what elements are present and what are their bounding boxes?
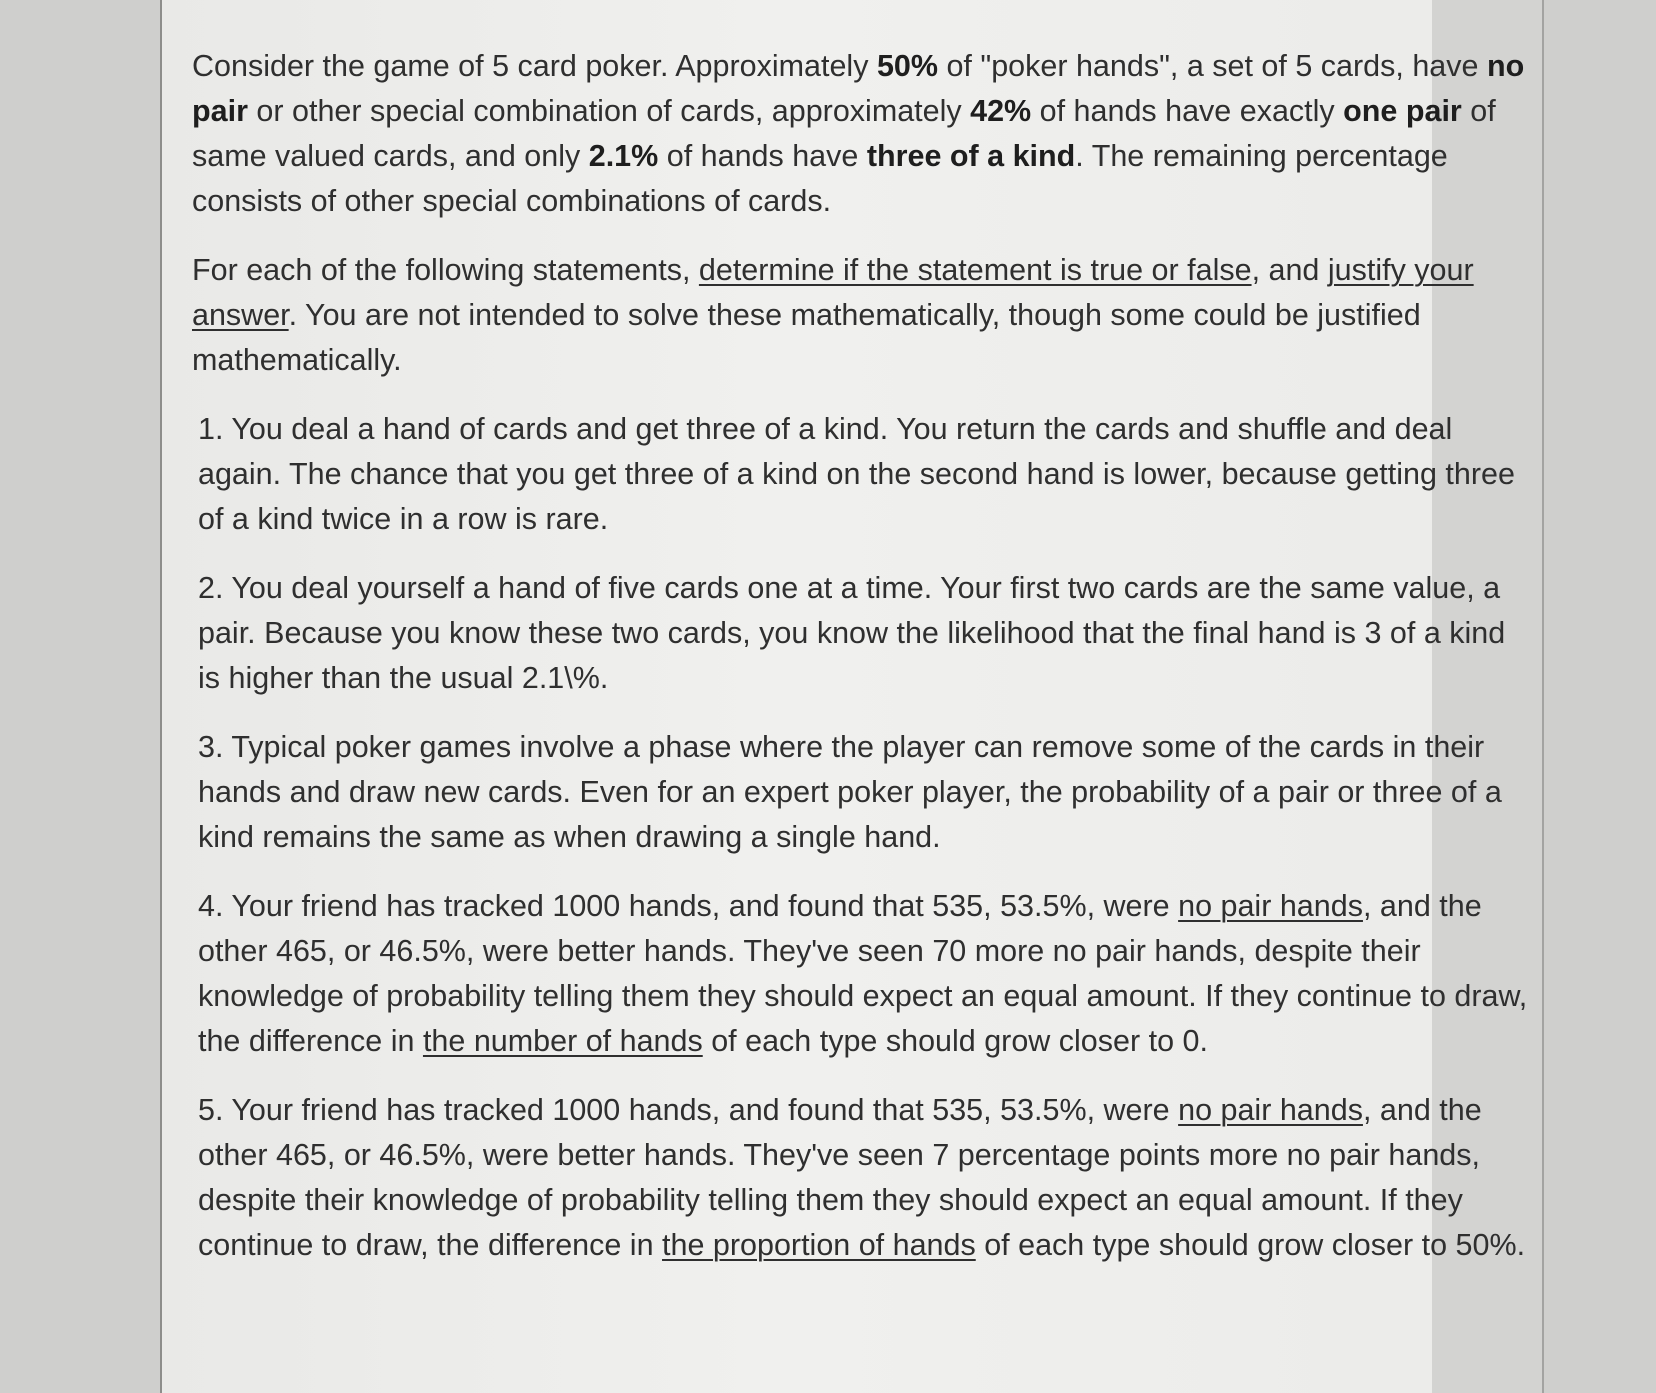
- intro-bold-2-1-percent: 2.1%: [588, 139, 659, 173]
- statement-4-text: , and the other 465, or 46.5%, were better hands. They've seen 70 more no pair hands, despite their knowledge of probability telling them they should expect an equal amount. If they continue to draw, the difference in: [198, 889, 1528, 1058]
- instructions-underline-determine: determine if the statement is true or false: [698, 253, 1252, 287]
- statement-5-text: of each type should grow closer to 50%.: [975, 1228, 1526, 1262]
- statement-4-underline-number-of-hands: the number of hands: [422, 1024, 703, 1058]
- statement-2: 2. You deal yourself a hand of five cards one at a time. Your first two cards are the same value, a pair. Because you know these two cards, you know the likelihood that the final hand is 3 of a kind is higher than the usual 2.1\%.: [198, 571, 1506, 695]
- statement-5-text: 5. Your friend has tracked 1000 hands, and found that 535, 53.5%, were: [198, 1093, 1179, 1127]
- intro-text: or other special combination of cards, approximately: [247, 94, 971, 128]
- statement-5-underline-proportion-of-hands: the proportion of hands: [662, 1228, 976, 1262]
- intro-paragraph: [192, 44, 1532, 224]
- statement-4: [192, 884, 1532, 1064]
- statement-1: 1. You deal a hand of cards and get three of a kind. You return the cards and shuffle and deal again. The chance that you get three of a kind on the second hand is lower, because getting three of a kind twice in a row is rare.: [198, 412, 1515, 536]
- instructions-text: , and: [1251, 253, 1328, 287]
- instructions-underline-justify: justify your answer: [192, 253, 1474, 332]
- intro-bold-42-percent: 42%: [970, 94, 1032, 128]
- intro-text: Consider the game of 5 card poker. Approximately: [192, 49, 877, 83]
- instructions-text: For each of the following statements,: [192, 253, 699, 287]
- statement-5-text: , and the other 465, or 46.5%, were better hands. They've seen 7 percentage points more no pair hands, despite their knowledge of probability telling them they should expect an equal amount. If they continue to draw, the difference in: [198, 1093, 1482, 1262]
- statement-4-text: of each type should grow closer to 0.: [702, 1024, 1208, 1058]
- intro-bold-no-pair: no pair: [192, 49, 1525, 128]
- instructions-paragraph: [192, 248, 1532, 383]
- instructions-text: . You are not intended to solve these mathematically, though some could be justified mathematically.: [192, 298, 1421, 377]
- statement-4-text: 4. Your friend has tracked 1000 hands, and found that 535, 53.5%, were: [198, 889, 1179, 923]
- document-content: [192, 44, 1532, 1292]
- intro-text: of same valued cards, and only: [192, 94, 1496, 173]
- intro-bold-three-of-a-kind: three of a kind: [866, 139, 1076, 173]
- document-page: [160, 0, 1544, 1393]
- statement-4-underline-no-pair-hands: no pair hands: [1178, 889, 1363, 923]
- statement-3: 3. Typical poker games involve a phase where the player can remove some of the cards in their hands and draw new cards. Even for an expert poker player, the probability of a pair or three of a kind remains the same as when drawing a single hand.: [198, 730, 1502, 854]
- intro-text: of hands have: [658, 139, 867, 173]
- intro-bold-one-pair: one pair: [1343, 94, 1462, 128]
- intro-text: of "poker hands", a set of 5 cards, have: [937, 49, 1487, 83]
- intro-text: . The remaining percentage consists of other special combinations of cards.: [192, 139, 1448, 218]
- statement-5: [192, 1088, 1532, 1268]
- intro-text: of hands have exactly: [1031, 94, 1344, 128]
- statement-5-underline-no-pair-hands: no pair hands: [1178, 1093, 1363, 1127]
- intro-bold-50-percent: 50%: [876, 49, 938, 83]
